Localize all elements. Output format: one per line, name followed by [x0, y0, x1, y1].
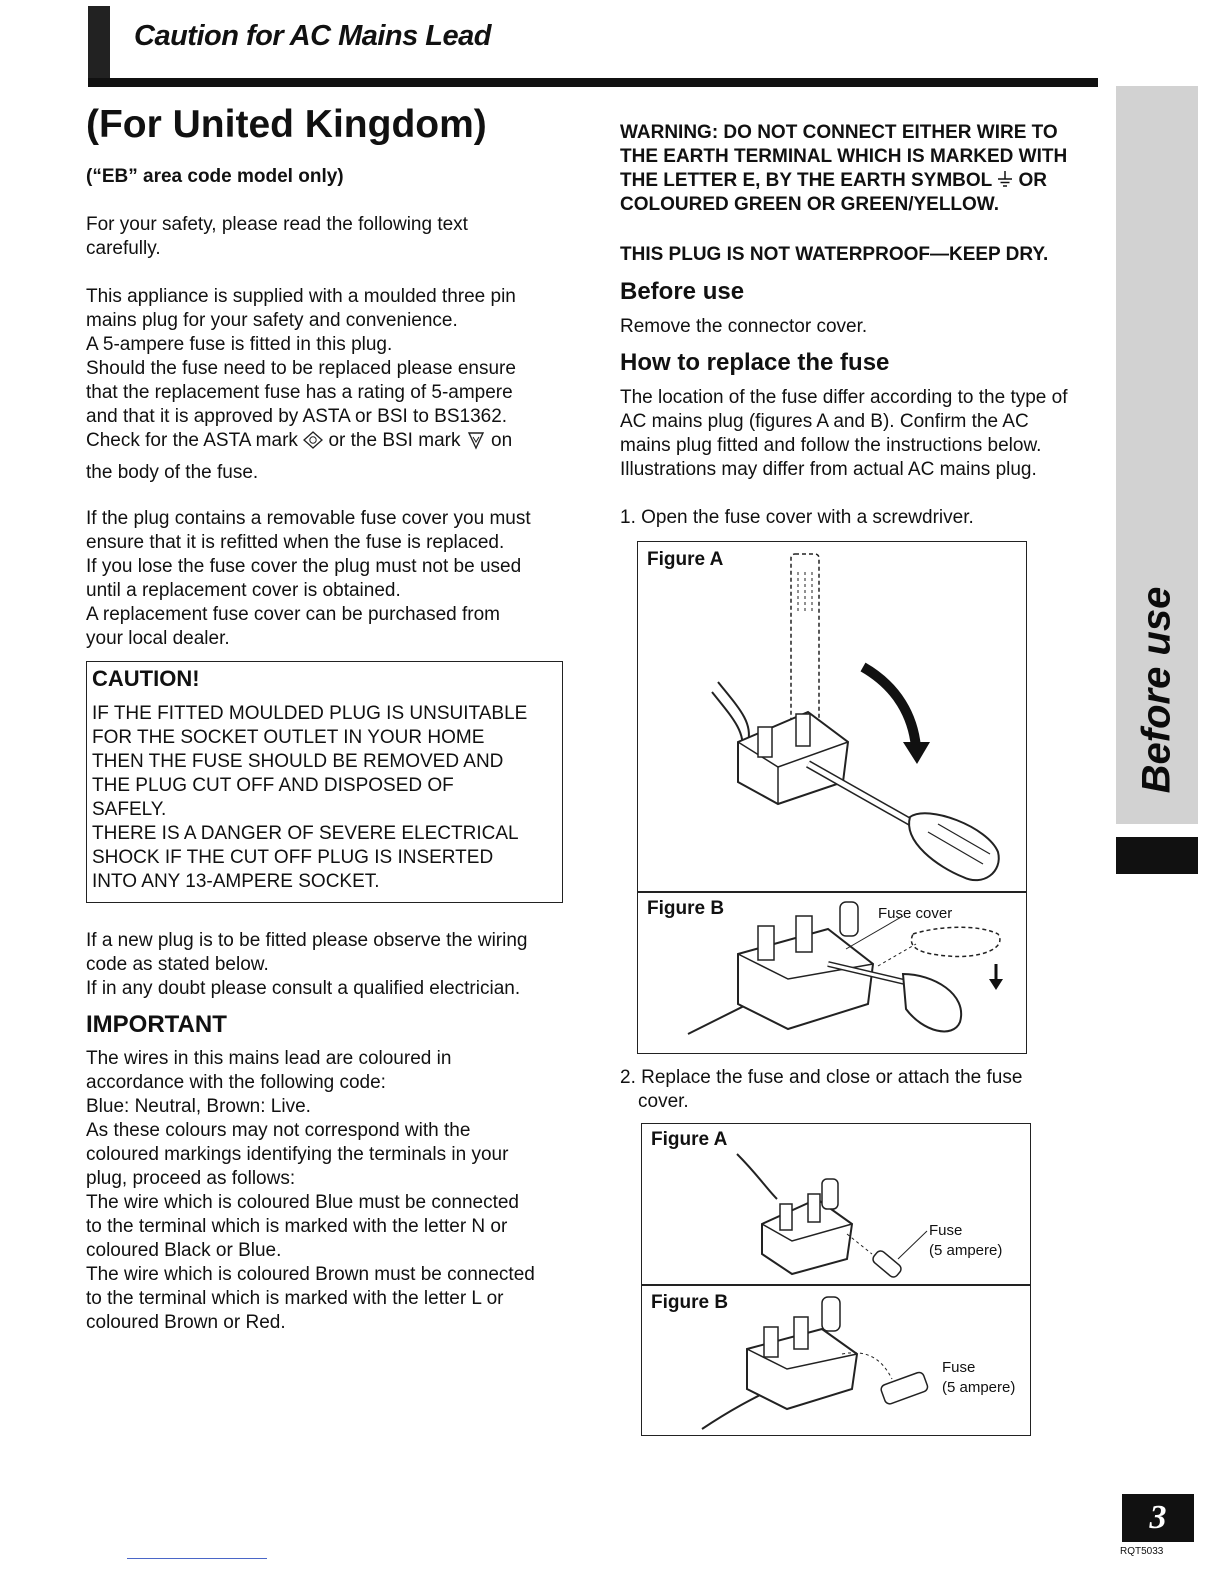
warning-paragraph [620, 121, 1067, 217]
header-rule [88, 78, 1098, 87]
text-line: to the terminal which is marked with the letter N or [86, 1216, 508, 1237]
replace-fuse-heading: How to replace the fuse [620, 349, 890, 376]
text-line: This appliance is supplied with a moulded three pin [86, 286, 516, 307]
text-line: The wires in this mains lead are coloured in [86, 1048, 452, 1069]
figure-b-fuse-illustration [692, 1289, 942, 1434]
side-tab-marker [1116, 837, 1198, 874]
important-heading: IMPORTANT [86, 1011, 227, 1038]
figure-a-label: Figure A [647, 549, 724, 570]
text-line: THE PLUG CUT OFF AND DISPOSED OF [92, 775, 454, 796]
text-fragment: OR [1018, 170, 1048, 191]
text-line: A 5-ampere fuse is fitted in this plug. [86, 334, 393, 355]
text-line: your local dealer. [86, 628, 230, 649]
side-tab-label: Before use [1134, 586, 1179, 794]
text-line: 2. Replace the fuse and close or attach the fuse [620, 1067, 1023, 1088]
caution-title: CAUTION! [92, 666, 200, 691]
figure-a-fuse-illustration [722, 1149, 932, 1284]
text-line: As these colours may not correspond with the [86, 1120, 471, 1141]
document-code: RQT5033 [1120, 1546, 1164, 1557]
text-fragment: on [491, 430, 513, 451]
important-paragraph [86, 1047, 535, 1335]
text-line: FOR THE SOCKET OUTLET IN YOUR HOME [92, 727, 485, 748]
page-number: 3 [1122, 1494, 1194, 1542]
text-line: coloured Brown or Red. [86, 1312, 286, 1333]
text-line: cover. [638, 1091, 689, 1112]
text-line: SHOCK IF THE CUT OFF PLUG IS INSERTED [92, 847, 494, 868]
bsi-kitemark-icon [466, 430, 486, 450]
text-line: plug, proceed as follows: [86, 1168, 296, 1189]
figure-divider [642, 1284, 1030, 1286]
text-line: the body of the fuse. [86, 462, 259, 483]
replace-fuse-paragraph [620, 386, 1067, 482]
text-line: code as stated below. [86, 954, 269, 975]
caution-box [86, 661, 563, 903]
fuse-cover-callout: Fuse cover [878, 905, 953, 922]
new-plug-paragraph [86, 929, 527, 1001]
text-line: THERE IS A DANGER OF SEVERE ELECTRICAL [92, 823, 519, 844]
text-line: If you lose the fuse cover the plug must not be used [86, 556, 522, 577]
text-line: THEN THE FUSE SHOULD BE REMOVED AND [92, 751, 504, 772]
fuse-cover-paragraph [86, 507, 531, 651]
area-code-note: (“EB” area code model only) [86, 166, 344, 187]
figure-a-screwdriver-illustration [698, 542, 1018, 887]
text-line: accordance with the following code: [86, 1072, 386, 1093]
text-line: INTO ANY 13-AMPERE SOCKET. [92, 871, 380, 892]
text-line: SAFELY. [92, 799, 167, 820]
text-line: The wire which is coloured Blue must be connected [86, 1192, 520, 1213]
text-fragment: Check for the ASTA mark [86, 430, 298, 451]
side-tab [1116, 560, 1198, 820]
asta-mark-icon [303, 431, 323, 449]
figure-b-label: Figure B [647, 898, 725, 919]
figure-b-plug-illustration [678, 894, 1023, 1052]
figure-b-label: Figure B [651, 1292, 729, 1313]
earth-symbol-line [620, 169, 1067, 193]
text-line: Blue: Neutral, Brown: Live. [86, 1096, 311, 1117]
text-line: WARNING: DO NOT CONNECT EITHER WIRE TO [620, 122, 1058, 143]
text-line: If the plug contains a removable fuse cover you must [86, 508, 531, 529]
text-line: coloured Black or Blue. [86, 1240, 282, 1261]
text-line: A replacement fuse cover can be purchased from [86, 604, 501, 625]
step-2 [620, 1066, 1022, 1114]
section-title: Caution for AC Mains Lead [134, 20, 491, 52]
figure-group-step1 [637, 541, 1027, 1054]
text-fragment: THE LETTER E, BY THE EARTH SYMBOL [620, 170, 992, 191]
fuse-callout: Fuse [942, 1359, 976, 1376]
text-line: Should the fuse need to be replaced please ensure [86, 358, 516, 379]
page-heading: (For United Kingdom) [86, 103, 487, 146]
text-line: For your safety, please read the following text [86, 214, 468, 235]
earth-symbol-icon [997, 170, 1013, 188]
text-line: that the replacement fuse has a rating of 5-ampere [86, 382, 513, 403]
figure-a-label: Figure A [651, 1129, 728, 1150]
text-line: Illustrations may differ from actual AC mains plug. [620, 459, 1037, 480]
text-line: IF THE FITTED MOULDED PLUG IS UNSUITABLE [92, 703, 528, 724]
text-line: carefully. [86, 238, 161, 259]
text-line: mains plug for your safety and convenience. [86, 310, 458, 331]
check-mark-line [86, 429, 516, 453]
text-fragment: or the BSI mark [328, 430, 461, 451]
footer-line [127, 1558, 267, 1559]
caution-text [92, 702, 527, 894]
text-line: AC mains plug (figures A and B). Confirm the AC [620, 411, 1029, 432]
text-line: COLOURED GREEN OR GREEN/YELLOW. [620, 194, 999, 215]
safety-paragraph [86, 213, 468, 261]
plug-info-paragraph [86, 285, 516, 485]
text-line: to the terminal which is marked with the letter L or [86, 1288, 504, 1309]
text-line: THE EARTH TERMINAL WHICH IS MARKED WITH [620, 146, 1068, 167]
text-line: mains plug fitted and follow the instructions below. [620, 435, 1042, 456]
fuse-rating-callout: (5 ampere) [929, 1242, 1003, 1259]
text-line: until a replacement cover is obtained. [86, 580, 401, 601]
before-use-text: Remove the connector cover. [620, 316, 868, 337]
header-marker [88, 6, 110, 86]
figure-group-step2 [641, 1123, 1031, 1436]
text-line: The location of the fuse differ according to the type of [620, 387, 1068, 408]
fuse-rating-callout: (5 ampere) [942, 1379, 1016, 1396]
before-use-heading: Before use [620, 278, 745, 305]
figure-divider [638, 891, 1026, 893]
text-line: If in any doubt please consult a qualified electrician. [86, 978, 521, 999]
fuse-callout: Fuse [929, 1222, 963, 1239]
text-line: If a new plug is to be fitted please observe the wiring [86, 930, 528, 951]
waterproof-warning: THIS PLUG IS NOT WATERPROOF—KEEP DRY. [620, 244, 1049, 265]
text-line: and that it is approved by ASTA or BSI to BS1362. [86, 406, 508, 427]
text-line: The wire which is coloured Brown must be connected [86, 1264, 535, 1285]
text-line: ensure that it is refitted when the fuse is replaced. [86, 532, 505, 553]
step-1: 1. Open the fuse cover with a screwdriver. [620, 507, 974, 528]
text-line: coloured markings identifying the terminals in your [86, 1144, 509, 1165]
